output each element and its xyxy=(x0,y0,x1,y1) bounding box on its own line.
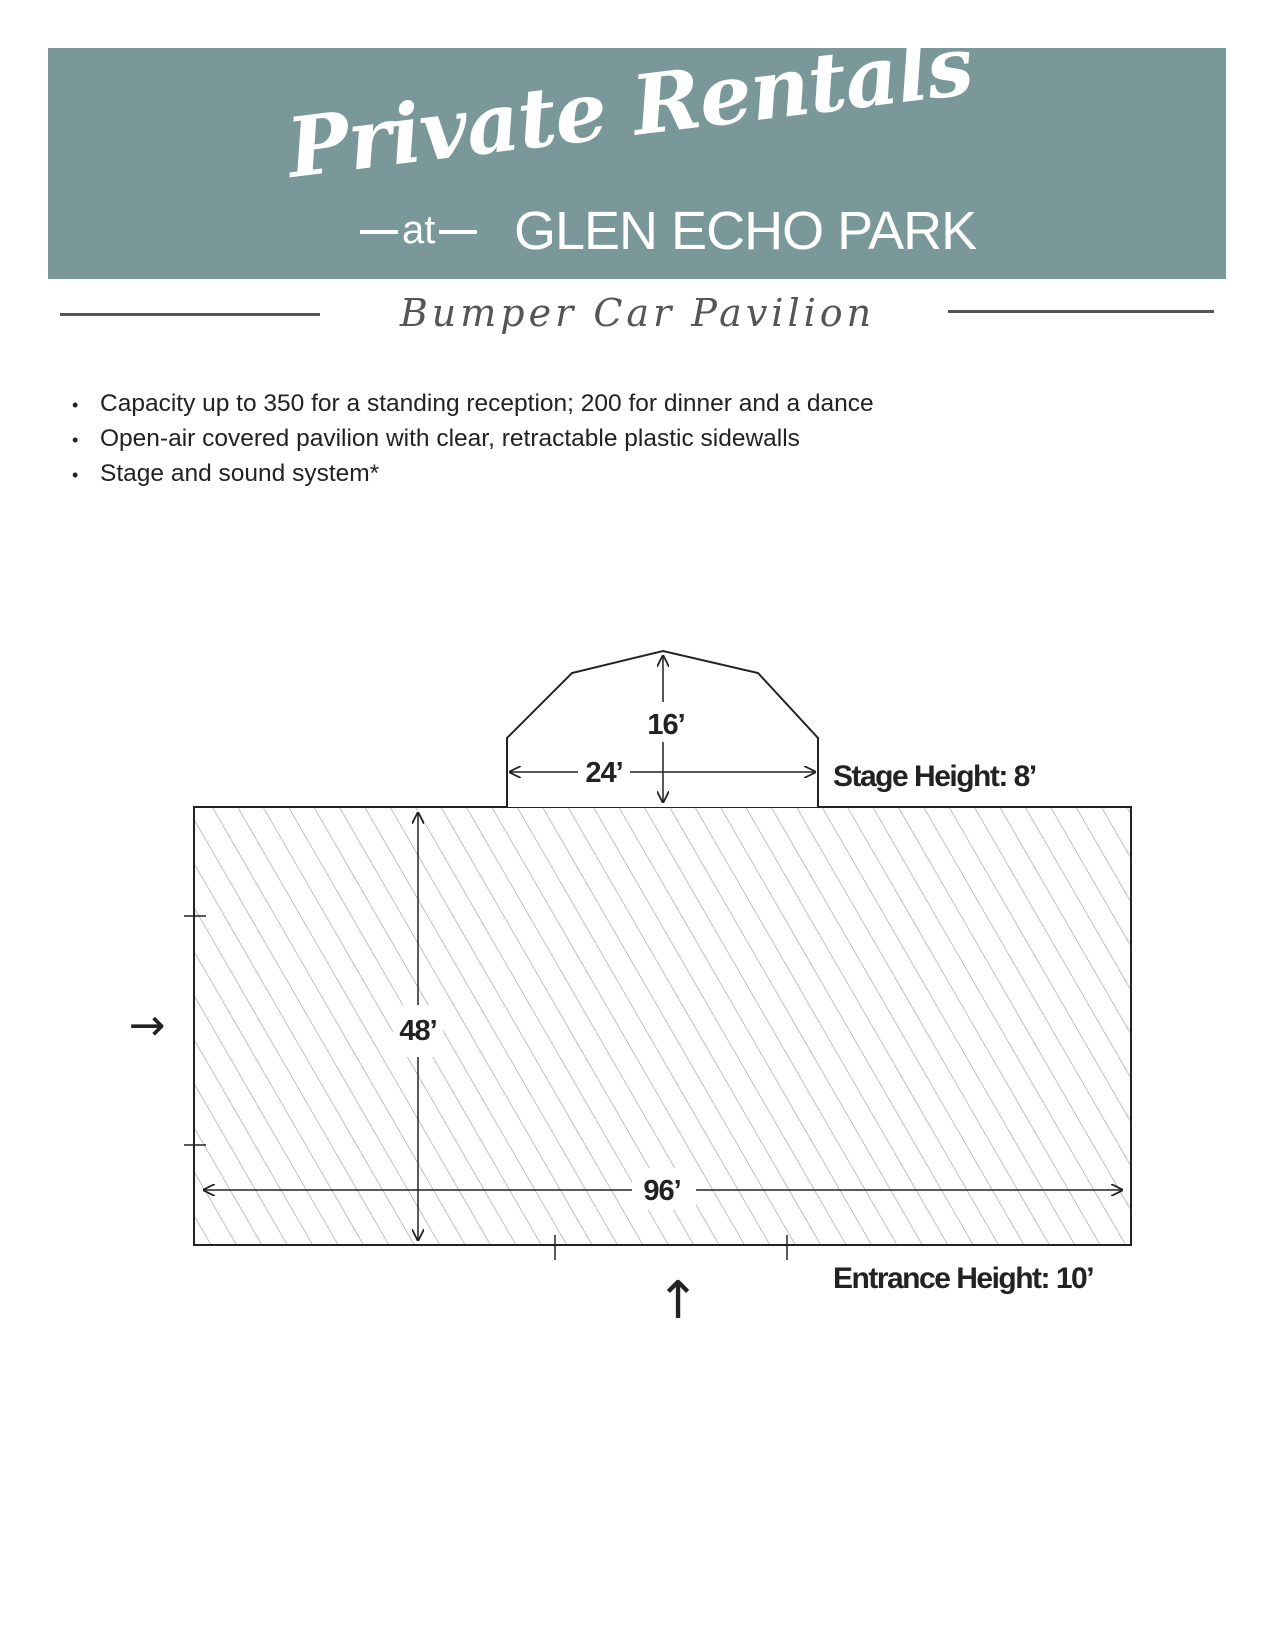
banner-at-text: at xyxy=(402,208,436,252)
feature-text: Capacity up to 350 for a standing reception; 200 for dinner and a dance xyxy=(100,390,874,417)
bottom-entrance-arrow-icon: ↑ xyxy=(656,1271,700,1331)
stage-height-note: Stage Height: 8’ xyxy=(833,760,1036,793)
feature-text: Open-air covered pavilion with clear, retractable plastic sidewalls xyxy=(100,425,800,452)
left-entrance-arrow-icon: → xyxy=(128,1000,166,1051)
feature-text: Stage and sound system* xyxy=(100,460,380,487)
page-subtitle: Bumper Car Pavilion xyxy=(399,291,876,335)
bullet-icon: • xyxy=(72,395,79,415)
bullet-icon: • xyxy=(72,430,79,450)
stage-depth-label: 16’ xyxy=(647,709,685,741)
pavilion-width-label: 96’ xyxy=(643,1175,681,1207)
stage-width-label: 24’ xyxy=(585,757,623,789)
banner-park-name: GLEN ECHO PARK xyxy=(514,201,977,261)
pavilion-depth-label: 48’ xyxy=(399,1015,437,1047)
entrance-height-note: Entrance Height: 10’ xyxy=(833,1262,1094,1295)
bullet-icon: • xyxy=(72,465,79,485)
banner-script-title: Private Rentals xyxy=(282,17,978,197)
